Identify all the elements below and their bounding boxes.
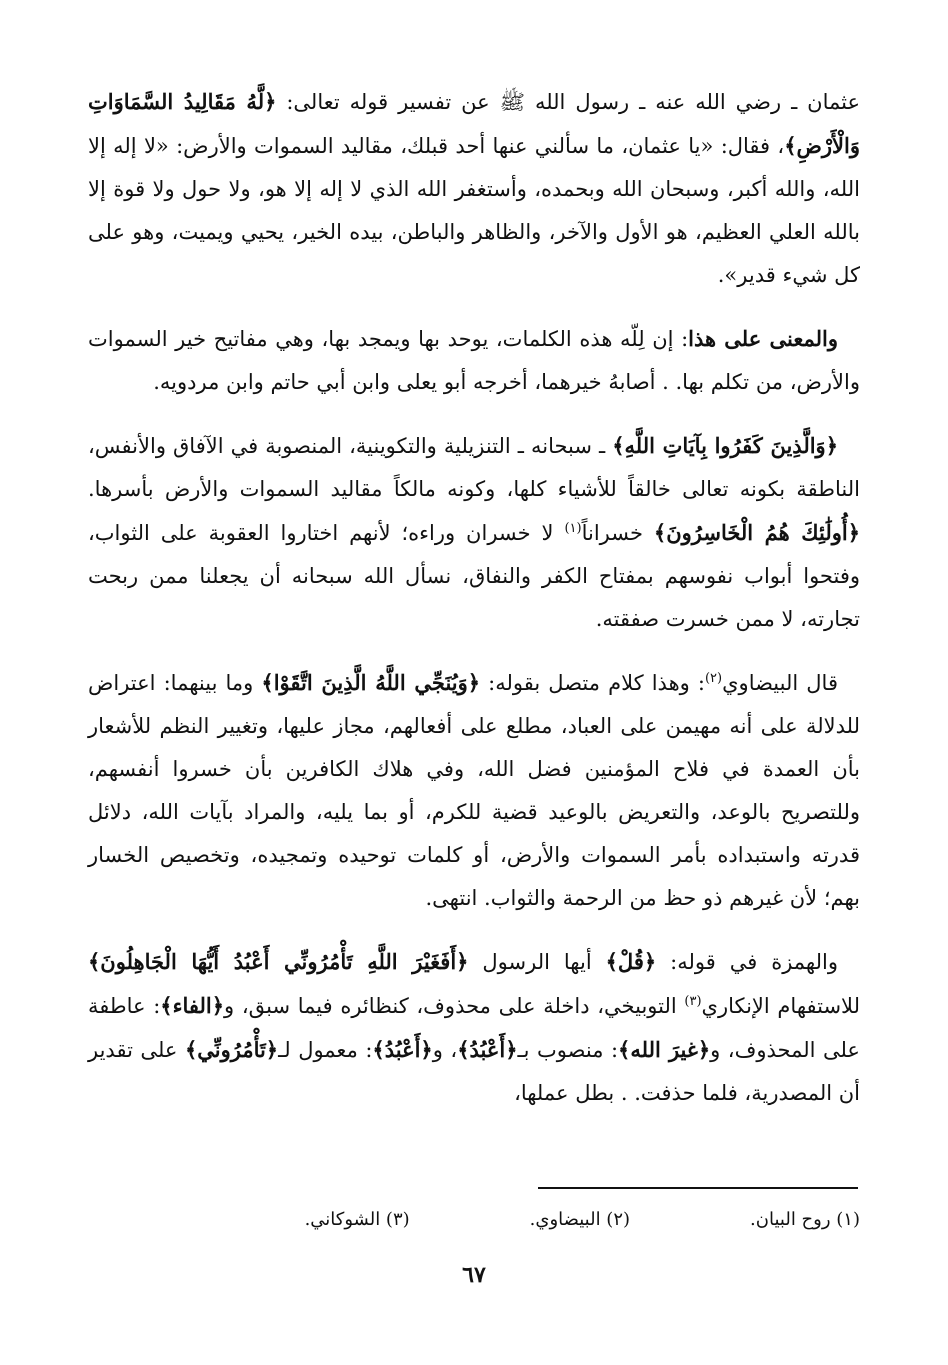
paragraph-5 [88, 940, 860, 1115]
text-run: والهمزة في قوله: [656, 950, 838, 974]
text-run: عثمان ـ رضي الله عنه ـ رسول الله ﷺ عن تفسير قوله تعالى: [276, 90, 860, 114]
text-run: لا خسران وراءه؛ لأنهم اختاروا العقوبة على الثواب، وفتحوا أبواب نفوسهم بمفتاح الكفر والنفاق، نسأل الله سبحانه أن يجعلنا ممن ربحت تجارته، لا ممن خسرت صفقته. [88, 521, 860, 631]
text-run: : وهذا كلام متصل بقوله: [480, 671, 705, 695]
paragraph-1 [88, 80, 860, 297]
text-run: أيها الرسول [468, 950, 606, 974]
quran-verse: ﴿أَعْبُدُ﴾ [372, 1037, 433, 1062]
footnote-ref: (١) [564, 521, 582, 536]
quran-verse: ﴿لَّهُ مَقَالِيدُ السَّمَاوَاتِ وَالْأَرْضِ﴾ [88, 89, 860, 158]
paragraph-2 [88, 317, 860, 404]
text-run: : إن لِلّه هذه الكلمات، يوحد بها ويمجد بها، وهي مفاتيح خير السموات والأرض، من تكلم بها. . أصابهُ خيرهما، أخرجه أبو يعلى وابن أبي حاتم وابن مردويه. [88, 327, 860, 394]
text-run: خسراناً [581, 521, 654, 545]
footnotes [200, 1206, 860, 1234]
footnote-separator [538, 1187, 858, 1189]
quran-verse: ﴿وَيُنَجِّي اللَّهُ الَّذِينَ اتَّقَوْا﴾ [261, 670, 481, 695]
quran-verse: ﴿غيرَ الله﴾ [618, 1037, 711, 1062]
quran-verse: ﴿أَفَغَيْرَ اللَّهِ تَأْمُرُونِّي أَعْبُدُ أَيُّهَا الْجَاهِلُونَ﴾ [88, 949, 469, 974]
text-run: قال البيضاوي [722, 671, 838, 695]
bold-lead: والمعنى على هذا [688, 326, 839, 351]
quran-verse: ﴿وَالَّذِينَ كَفَرُوا بِآيَاتِ اللَّهِ﴾ [612, 433, 838, 458]
footnote-2: (٢) البيضاوي. [529, 1209, 631, 1230]
footnote-3: (٣) الشوكاني. [304, 1209, 410, 1230]
text-run: للاستفهام الإنكاري [701, 994, 860, 1018]
text-run: التوبيخي، داخلة على محذوف، كنظائره فيما سبق، و [224, 994, 685, 1018]
page-body [88, 80, 860, 1135]
footnote-ref: (٢) [704, 671, 723, 686]
text-run: : معمول لـ [278, 1038, 373, 1062]
text-run: ، فقال: «يا عثمان، ما سألني عنها أحد قبلك، مقاليد السموات والأرض: «لا إله إلا الله، والله أكبر، وسبحان الله وبحمده، وأستغفر الله الذي لا إله إلا هو، ولا حول ولا قوة إلا بالله العلي العظيم، هو الأول والآخر، والظاهر والباطن، بيده الخير، يحيي ويميت، وهو على كل شيء قدير». [88, 134, 860, 287]
text-run: ، و [432, 1038, 458, 1062]
quran-verse: ﴿الفاء﴾ [160, 993, 225, 1018]
paragraph-3 [88, 424, 860, 641]
page-number: ٦٧ [462, 1262, 486, 1288]
quran-verse: ﴿تَأْمُرُونِّي﴾ [184, 1037, 279, 1062]
quran-verse: ﴿أُولَٰئِكَ هُمُ الْخَاسِرُونَ﴾ [653, 520, 861, 545]
quran-verse: ﴿قُلْ﴾ [605, 949, 657, 974]
text-run: : منصوب بـ [517, 1038, 619, 1062]
footnote-ref: (٣) [684, 994, 702, 1009]
paragraph-4 [88, 661, 860, 920]
quran-verse: ﴿أَعْبُدُ﴾ [457, 1037, 518, 1062]
footnote-1: (١) روح البيان. [750, 1209, 860, 1230]
text-run: على تقدير أن المصدرية، فلما حذفت. . بطل عملها، [88, 1038, 860, 1105]
text-run: : عاطفة على المحذوف، و [88, 994, 860, 1062]
text-run: وما بينهما: اعتراض للدلالة على أنه مهيمن على العباد، مطلع على أفعالهم، مجاز عليها، وتغيير النظم للأشعار بأن العمدة في فلاح المؤمنين فضل الله، وفي هلاك الكافرين بأن خسروا أنفسهم، وللتصريح بالوعد، والتعريض بالوعيد قضية للكرم، أو بما يليه، والمراد بآيات الله، دلائل قدرته واستبداده بأمر السموات والأرض، أو كلمات توحيده وتمجيده، وتخصيص الخسار بهم؛ لأن غيرهم ذو حظ من الرحمة والثواب. انتهى. [88, 671, 860, 910]
text-run: ـ سبحانه ـ التنزيلية والتكوينية، المنصوبة في الآفاق والأنفس، الناطقة بكونه تعالى خالقاً للأشياء كلها، وكونه مالكاً مقاليد السموات والأرض بأسرها. [88, 434, 860, 501]
